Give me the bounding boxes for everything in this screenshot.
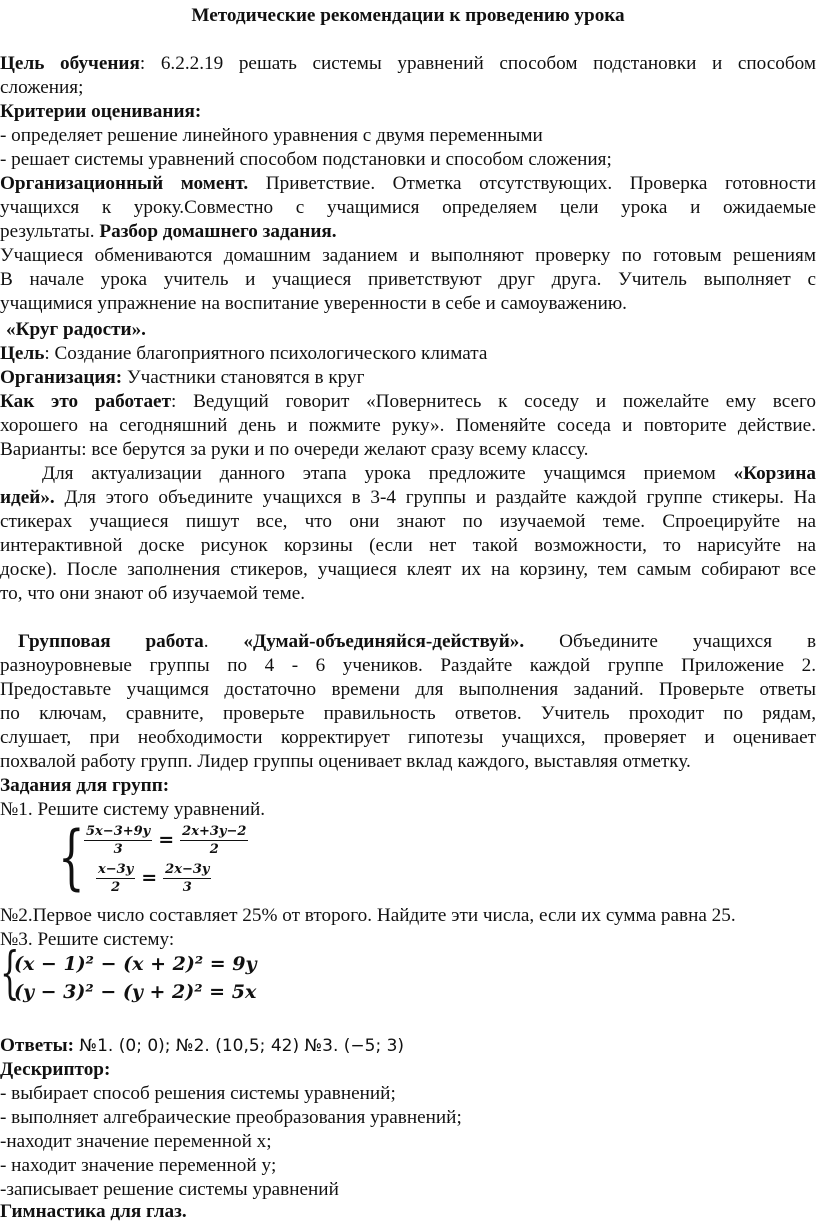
criteria-item: - решает системы уравнений способом подстановки и способом сложения; — [0, 149, 612, 170]
homework-label: Разбор домашнего задания. — [99, 221, 337, 242]
answers-text: №1. (0; 0); №2. (10,5; 42) №3. (−5; 3) — [74, 1036, 405, 1056]
criteria-label: Критерии оценивания: — [0, 101, 202, 122]
descriptor-item: -находит значение переменной x; — [0, 1131, 272, 1152]
org-line-4: Учащиеся обмениваются домашним заданием и выполняют проверку по готовым решениям — [0, 245, 816, 266]
circle-how: Как это работает: Ведущий говорит «Повернитесь к соседу и пожелайте ему всего — [0, 391, 816, 412]
basket-line: Для актуализации данного этапа урока предложите учащимся приемом «Корзина — [42, 463, 816, 484]
task-1: №1. Решите систему уравнений. — [0, 799, 266, 820]
tasks-label: Задания для групп: — [0, 775, 170, 796]
group-line-5: слушает, при необходимости корректирует гипотезы учащихся, проверяет и оценивает — [0, 727, 816, 748]
org-line-2: учащихся к уроку.Совместно с учащимися определяем цели урока и ожидаемые — [0, 197, 816, 218]
basket-line-3: стикерах учащиеся пишут все, что они знают по изучаемой теме. Спроецируйте на — [0, 511, 816, 532]
system-equation-2: (y − 3)² − (y + 2)² = 5x — [14, 981, 257, 1003]
equation-2: $\frac{x-3y}{2}$ = $\frac{2x-3y}{3}$ — [98, 862, 210, 895]
equation-1: $\frac{5x-3+9y}{3}$ = $\frac{2x+3y-2}{2}$ — [86, 824, 247, 857]
basket-line-6: то, что они знают об изучаемой теме. — [0, 583, 306, 604]
org-line-5: В начале урока учитель и учащиеся приветствуют друг друга. Учитель выполняет с — [0, 269, 816, 290]
goal-label: Цель обучения — [0, 53, 140, 74]
system-equation-1: (x − 1)² − (x + 2)² = 9y — [14, 953, 257, 975]
basket-line-4: интерактивной доске рисунок корзины (если нет такой возможности, то нарисуйте на — [0, 535, 816, 556]
circle-how-3: Варианты: все берутся за руки и по очереди желают сразу всему классу. — [0, 439, 589, 460]
group-line-4: по ключам, сравните, проверьте правильность ответов. Учитель проходит по рядам, — [0, 703, 816, 724]
org-line-6: учащимися упражнение на воспитание уверенности в себе и самоуважению. — [0, 293, 627, 314]
gymnastics-heading: Гимнастика для глаз. — [0, 1201, 187, 1222]
org-line-3: результаты. Разбор домашнего задания. — [0, 221, 337, 242]
group-title: «Думай-объединяйся-действуй». — [243, 631, 525, 652]
descriptor-label: Дескриптор: — [0, 1059, 111, 1080]
document-title: Методические рекомендации к проведению урока — [191, 5, 625, 26]
group-line-2: разноуровневые группы по 4 - 6 учеников. Раздайте каждой группе Приложение 2. — [0, 655, 816, 676]
task-2: №2.Первое число составляет 25% от второго. Найдите эти числа, если их сумма равна 25. — [0, 905, 736, 926]
group-line-3: Предоставьте учащимся достаточно времени для выполнения заданий. Проверьте ответы — [0, 679, 816, 700]
descriptor-item: - выполняет алгебраические преобразования уравнений; — [0, 1107, 462, 1128]
goal-text: : 6.2.2.19 решать системы уравнений способом подстановки и способом — [139, 53, 816, 74]
descriptor-item: -записывает решение системы уравнений — [0, 1179, 339, 1200]
criteria-item: - определяет решение линейного уравнения с двумя переменными — [0, 125, 543, 146]
system-brace-icon: { — [58, 816, 85, 898]
circle-org: Организация: Участники становятся в круг — [0, 367, 365, 388]
group-line-6: похвалой работу групп. Лидер группы оценивает вклад каждого, выставляя отметку. — [0, 751, 691, 772]
group-label: Групповая работа — [18, 631, 204, 652]
descriptor-item: - находит значение переменной y; — [0, 1155, 277, 1176]
org-line: Организационный момент. Приветствие. Отметка отсутствующих. Проверка готовности — [0, 173, 816, 194]
goal-line-2: сложения; — [0, 77, 84, 98]
task-3: №3. Решите систему: — [0, 929, 175, 950]
circle-how-2: хорошего на сегодняшний день и пожмите руку». Поменяйте соседа и повторите действие. — [0, 415, 816, 436]
basket-line-5: доске). После заполнения стикеров, учащиеся клеят их на корзину, тем самым собирают все — [0, 559, 816, 580]
answers-label: Ответы: — [0, 1035, 75, 1056]
org-label: Организационный момент. — [0, 173, 249, 194]
circle-title: «Круг радости». — [6, 319, 146, 340]
goal-line — [0, 52, 816, 76]
basket-title: «Корзина — [733, 463, 816, 484]
system-brace-icon: { — [0, 941, 20, 1006]
circle-goal: Цель: Создание благоприятного психологического климата — [0, 343, 488, 364]
group-line: Групповая работа. «Думай-объединяйся-действуй». Объедините учащихся в — [18, 631, 816, 652]
basket-line-2: идей». Для этого объедините учащихся в 3-4 группы и раздайте каждой группе стикеры. На — [0, 487, 816, 508]
answers — [0, 1034, 816, 1058]
descriptor-item: - выбирает способ решения системы уравнений; — [0, 1083, 396, 1104]
